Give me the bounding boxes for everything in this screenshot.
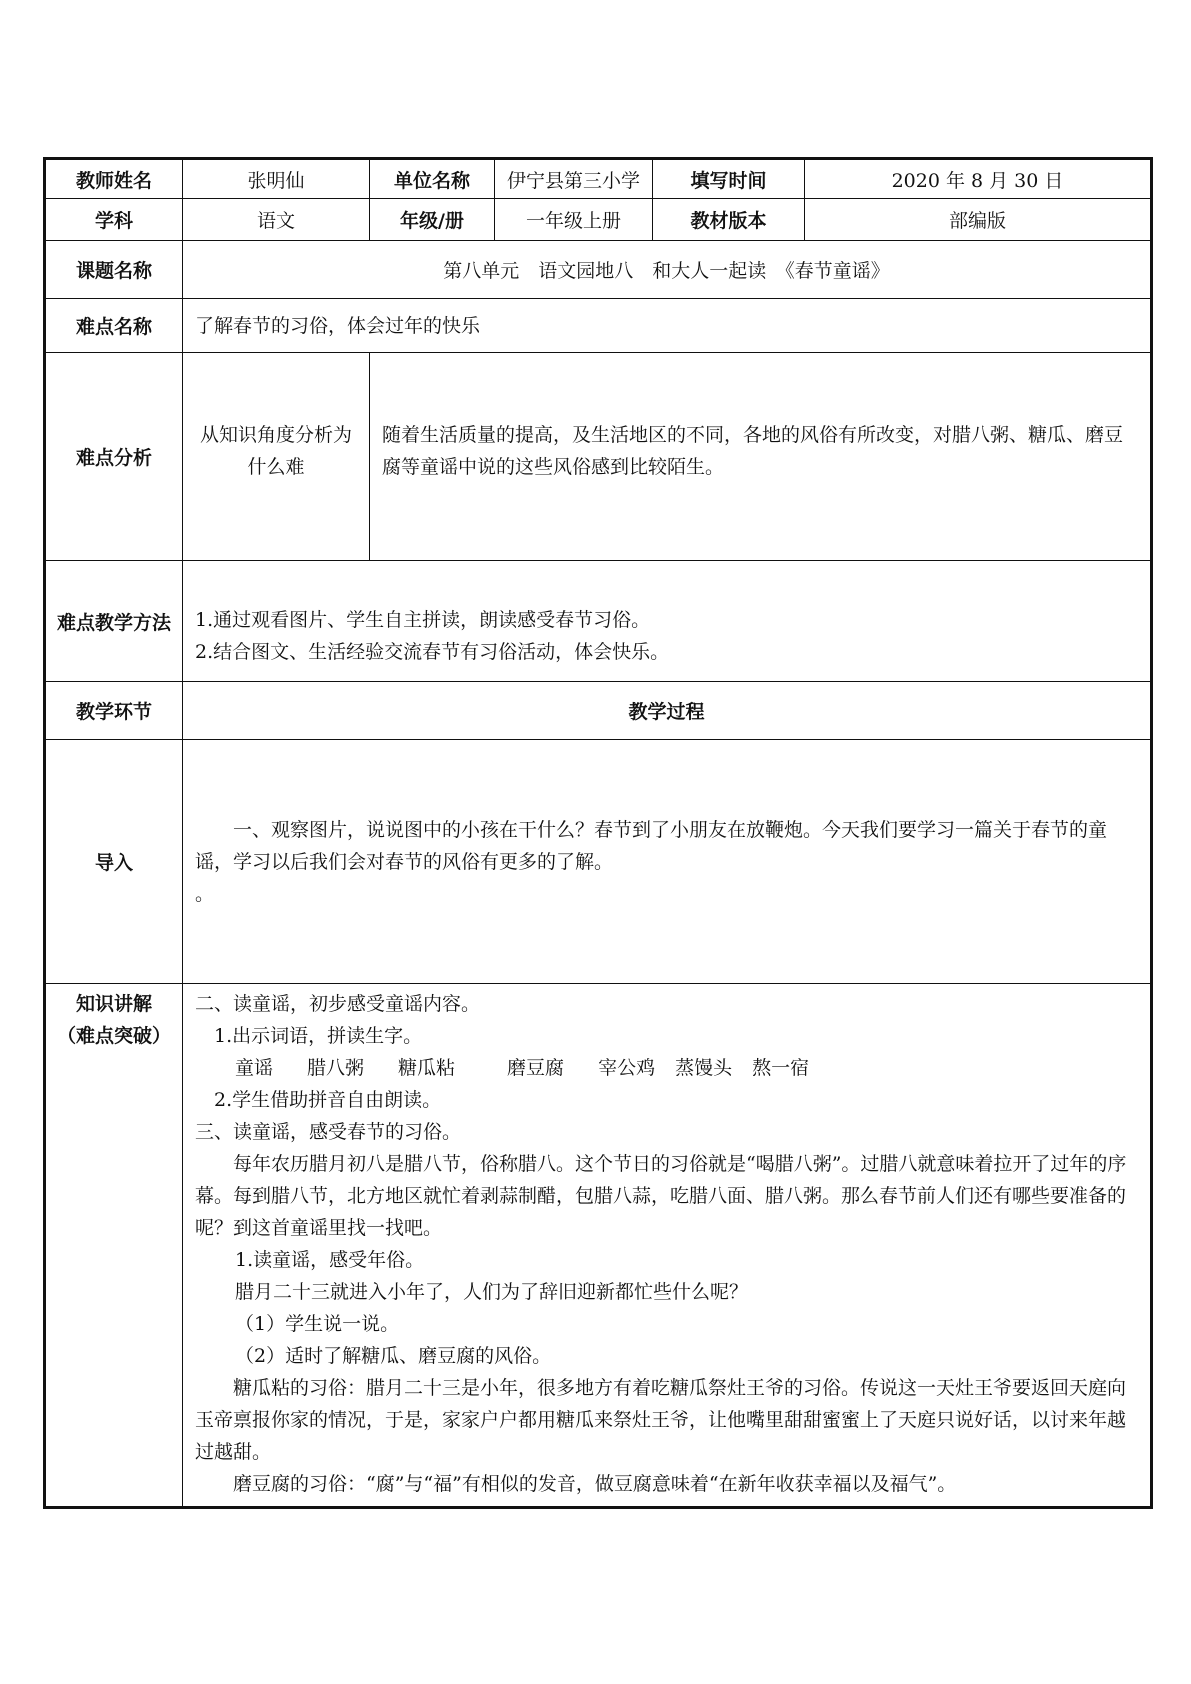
knowledge-sub-label: （难点突破） <box>56 1025 171 1047</box>
analysis-row <box>45 353 1152 561</box>
difficulty-row <box>45 299 1152 353</box>
section-header-left: 教学环节 <box>45 682 183 740</box>
knowledge-line-5: 每年农历腊月初八是腊八节，俗称腊八。这个节日的习俗就是“喝腊八粥”。过腊八就意味着拉开了过年的序幕。每到腊八节，北方地区就忙着剥蒜制醋，包腊八蒜，吃腊八面、腊八粥。那么春节前人们还有哪些要准备的呢？到这首童谣里找一找吧。 <box>195 1153 1127 1239</box>
knowledge-row <box>45 984 1152 1508</box>
edition-value: 部编版 <box>805 199 1152 241</box>
word-item: 蒸馒头 <box>675 1057 733 1079</box>
grade-value: 一年级上册 <box>495 199 653 241</box>
intro-line-1: 一、观察图片，说说图中的小孩在干什么？春节到了小朋友在放鞭炮。今天我们要学习一篇关于春节的童谣，学习以后我们会对春节的风俗有更多的了解。 <box>195 818 1108 873</box>
section-header-row <box>45 682 1152 740</box>
word-item: 腊八粥 <box>307 1057 365 1079</box>
knowledge-line-9: （2）适时了解糖瓜、磨豆腐的风俗。 <box>235 1345 552 1367</box>
topic-row <box>45 241 1152 299</box>
teacher-label: 教师姓名 <box>45 159 183 199</box>
knowledge-line-11: 磨豆腐的习俗：“腐”与“福”有相似的发音，做豆腐意味着“在新年收获幸福以及福气”。 <box>233 1473 957 1495</box>
knowledge-line-1: 二、读童谣，初步感受童谣内容。 <box>195 993 481 1015</box>
knowledge-line-7: 腊月二十三就进入小年了，人们为了辞旧迎新都忙些什么呢？ <box>235 1281 749 1303</box>
intro-line-2: 。 <box>195 882 215 905</box>
intro-label: 导入 <box>45 740 183 984</box>
header-row-2 <box>45 199 1152 241</box>
grade-label: 年级/册 <box>370 199 495 241</box>
knowledge-line-6: 1.读童谣，感受年俗。 <box>235 1249 425 1271</box>
method-line-2: 2.结合图文、生活经验交流春节有习俗活动，体会快乐。 <box>195 641 670 663</box>
knowledge-line-10: 糖瓜粘的习俗：腊月二十三是小年，很多地方有着吃糖瓜祭灶王爷的习俗。传说这一天灶王爷要返回天庭向玉帝禀报你家的情况，于是，家家户户都用糖瓜来祭灶王爷，让他嘴里甜甜蜜蜜上了天庭只说好话，以讨来年越过越甜。 <box>195 1377 1127 1463</box>
analysis-value: 随着生活质量的提高，及生活地区的不同，各地的风俗有所改变，对腊八粥、糖瓜、磨豆腐等童谣中说的这些风俗感到比较陌生。 <box>382 424 1124 478</box>
word-item: 磨豆腐 <box>507 1057 565 1079</box>
lesson-plan-table <box>43 157 1153 1509</box>
topic-value: 第八单元 语文园地八 和大人一起读 《春节童谣》 <box>183 241 1152 299</box>
knowledge-label: 知识讲解 <box>75 993 152 1015</box>
date-value: 2020 年 8 月 30 日 <box>805 159 1152 199</box>
section-header-right: 教学过程 <box>183 682 1152 740</box>
header-row-1 <box>45 159 1152 199</box>
analysis-sub-label: 从知识角度分析为什么难 <box>199 424 352 478</box>
knowledge-line-2: 1.出示词语，拼读生字。 <box>214 1025 423 1047</box>
word-item: 童谣 <box>235 1057 274 1079</box>
unit-label: 单位名称 <box>370 159 495 199</box>
knowledge-line-8: （1）学生说一说。 <box>235 1313 400 1335</box>
topic-label: 课题名称 <box>45 241 183 299</box>
word-item: 熬一宿 <box>752 1057 810 1079</box>
subject-label: 学科 <box>45 199 183 241</box>
date-label: 填写时间 <box>653 159 805 199</box>
teacher-value: 张明仙 <box>183 159 370 199</box>
subject-value: 语文 <box>183 199 370 241</box>
analysis-label: 难点分析 <box>45 353 183 561</box>
unit-value: 伊宁县第三小学 <box>495 159 653 199</box>
method-label: 难点教学方法 <box>45 561 183 682</box>
word-list <box>195 1052 1138 1084</box>
word-item: 宰公鸡 <box>598 1057 656 1079</box>
intro-row <box>45 740 1152 984</box>
edition-label: 教材版本 <box>653 199 805 241</box>
method-row <box>45 561 1152 682</box>
method-line-1: 1.通过观看图片、学生自主拼读，朗读感受春节习俗。 <box>195 609 651 631</box>
knowledge-line-4: 三、读童谣，感受春节的习俗。 <box>195 1121 462 1143</box>
difficulty-value: 了解春节的习俗，体会过年的快乐 <box>183 299 1152 353</box>
difficulty-label: 难点名称 <box>45 299 183 353</box>
word-item: 糖瓜粘 <box>398 1057 456 1079</box>
knowledge-line-3: 2.学生借助拼音自由朗读。 <box>214 1089 442 1111</box>
